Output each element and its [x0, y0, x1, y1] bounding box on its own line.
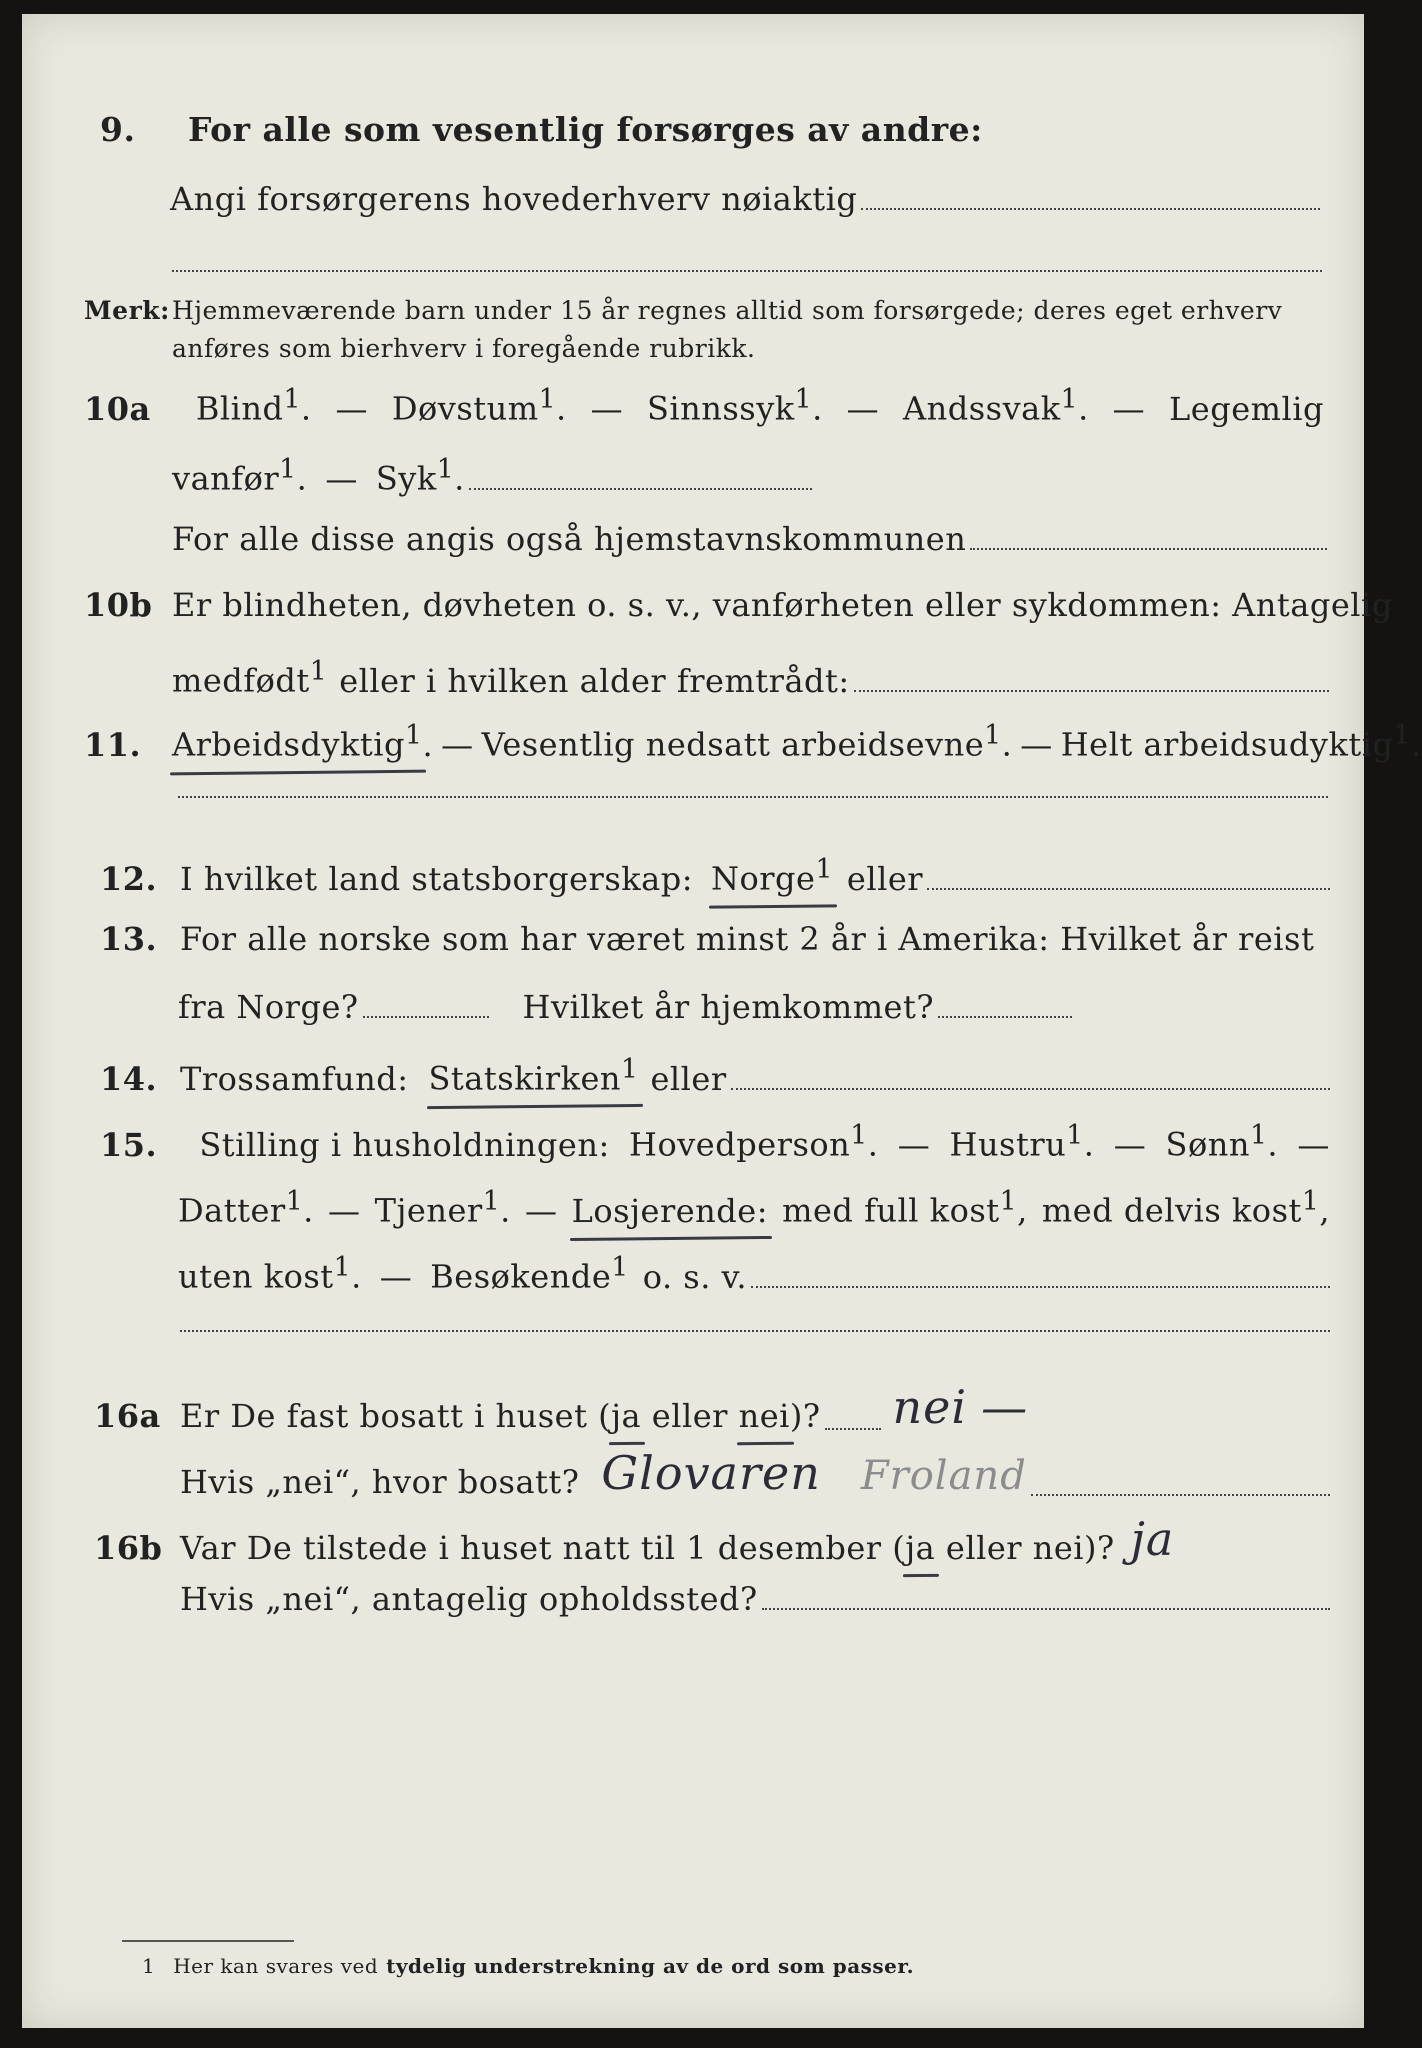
q13-line1 [100, 920, 1314, 958]
q16a-line2 [180, 1446, 1330, 1504]
q10a-hjemstavn-field[interactable] [970, 548, 1327, 550]
q15-uten-kost[interactable]: uten kost$^1$. [178, 1252, 362, 1296]
q15-line2 [178, 1186, 1330, 1230]
q9-hovederhverv-label: Angi forsørgerens hovederhverv nøiaktig [170, 180, 858, 218]
q10b-question: Er blindheten, døvheten o. s. v., vanførheten eller sykdommen: Antagelig [172, 586, 1393, 624]
q10a-number: 10a [84, 389, 151, 428]
q11-arbeidsdyktig[interactable]: Arbeidsdyktig$^1$ [172, 720, 423, 764]
dash: — [335, 389, 368, 428]
q15-losjerende[interactable]: Losjerende: [571, 1191, 768, 1230]
footnote-text-bold: tydelig understrekning av de ord som passer. [386, 1954, 915, 1978]
dash: — [524, 1191, 558, 1230]
q12-label: I hvilket land statsborgerskap: [180, 859, 693, 898]
q15-extra-line[interactable] [180, 1330, 1330, 1332]
dash: — [327, 1191, 361, 1230]
q10b-number: 10b [84, 586, 153, 624]
q15-hustru[interactable]: Hustru$^1$. [949, 1120, 1095, 1164]
q16b-line2 [180, 1580, 1330, 1618]
dash: — [846, 389, 880, 428]
dash: — [1020, 725, 1053, 764]
q9-number: 9. [100, 110, 136, 149]
merk-text2: anføres som bierhverv i foregående rubrikk. [172, 334, 756, 363]
dash: — [325, 459, 358, 498]
q16b-opholdssted-field[interactable] [762, 1608, 1330, 1610]
q12-number: 12. [100, 859, 158, 898]
q10a-sinnssyk[interactable]: Sinnssyk$^1$. [646, 384, 823, 428]
q15-hovedperson[interactable]: Hovedperson$^1$. [629, 1120, 879, 1164]
q16a-line1 [94, 1380, 1330, 1438]
q12-norge[interactable]: Norge$^1$ [710, 854, 833, 898]
merk-line1 [84, 296, 1282, 325]
q15-sonn[interactable]: Sønn$^1$. [1165, 1120, 1279, 1164]
q10a-vanfor[interactable]: vanfør$^1$. [172, 454, 308, 498]
dash: — [441, 725, 474, 764]
q11-extra-line[interactable] [178, 796, 1328, 798]
q14-statskirken[interactable]: Statskirken$^1$ [428, 1054, 639, 1098]
q10b-alder-field[interactable] [854, 690, 1329, 692]
q13-question: For alle norske som har været minst 2 år i Amerika: Hvilket år reist [180, 920, 1315, 958]
period: . [422, 725, 434, 764]
q12-line [100, 854, 1330, 898]
q16b-number: 16b [94, 1529, 163, 1567]
q16b-handwritten-answer: ja [1130, 1512, 1175, 1566]
q10b-line2 [172, 656, 1329, 700]
q15-field[interactable] [751, 1286, 1330, 1288]
dash: — [981, 1380, 1029, 1434]
q14-line [100, 1054, 1330, 1098]
q11-nedsatt[interactable]: Vesentlig nedsatt arbeidsevne$^1$. [481, 720, 1013, 764]
merk-line2 [172, 334, 755, 363]
q15-number: 15. [100, 1125, 158, 1164]
q10a-blind[interactable]: Blind$^1$. [195, 384, 312, 428]
q13-line2 [178, 988, 1072, 1026]
q10a-syk-field[interactable] [469, 488, 812, 490]
q13-hjem-field[interactable] [938, 1016, 1072, 1018]
q10a-line3 [172, 520, 1327, 558]
footnote-text: Her kan svares ved [173, 1954, 379, 1978]
census-form-page [22, 14, 1422, 2028]
dash: — [1297, 1125, 1330, 1164]
q15-osv: o. s. v. [642, 1257, 747, 1296]
q13-number: 13. [100, 920, 158, 958]
footnote-mark: 1 [142, 1954, 156, 1978]
footnote-rule [122, 1940, 294, 1942]
q15-line3 [178, 1252, 1330, 1296]
q13-fra-label: fra Norge? [178, 988, 359, 1026]
q11-line1 [84, 720, 1422, 764]
q13-fra-field[interactable] [363, 1016, 489, 1018]
q16a-number: 16a [94, 1397, 161, 1435]
q10a-line1 [84, 384, 1324, 428]
q10b-medfodt[interactable]: medfødt$^1$ [172, 656, 328, 700]
q12-other-country-field[interactable] [927, 888, 1330, 890]
q11-udyktig[interactable]: Helt arbeidsudyktig$^1$. [1060, 720, 1422, 764]
q10a-hjemstavn-label: For alle disse angis også hjemstavnskommunen [172, 520, 967, 558]
q16b-opholdssted-label: Hvis „nei“, antagelig opholdssted? [180, 1580, 758, 1618]
q16a-question: Er De fast bosatt i huset (ja eller nei)? [180, 1397, 821, 1435]
q15-tjener[interactable]: Tjener$^1$. [374, 1186, 511, 1230]
q15-line1 [100, 1120, 1330, 1164]
q13-hjem-label: Hvilket år hjemkommet? [522, 988, 934, 1026]
q9-line1 [100, 110, 983, 149]
q12-eller: eller [846, 859, 924, 898]
q15-label: Stilling i husholdningen: [199, 1125, 610, 1164]
merk-text1: Hjemmeværende barn under 15 år regnes alltid som forsørgede; deres eget erhverv [172, 296, 1283, 325]
q16a-handwritten-place-faint: Froland [860, 1453, 1027, 1499]
q16b-line1 [94, 1512, 1175, 1570]
q16a-answer-line[interactable] [825, 1428, 881, 1430]
q16a-handwritten-place: Glovaren [601, 1446, 821, 1500]
q10a-syk[interactable]: Syk$^1$. [375, 454, 465, 498]
merk-label: Merk: [84, 296, 170, 325]
dash: — [1113, 1125, 1147, 1164]
q9-line2 [170, 180, 1320, 218]
dash: — [590, 389, 624, 428]
q10a-dovstum[interactable]: Døvstum$^1$. [391, 384, 567, 428]
q16a-bosatt-label: Hvis „nei“, hvor bosatt? [180, 1463, 580, 1501]
q10a-legemlig[interactable]: Legemlig [1169, 389, 1324, 428]
q15-full-kost[interactable]: med full kost$^1$, [782, 1186, 1028, 1230]
q10a-line2 [172, 454, 812, 498]
q9-hovederhverv-field[interactable] [861, 208, 1320, 210]
q14-eller: eller [650, 1059, 727, 1098]
q9-extra-line[interactable] [172, 270, 1322, 272]
footnote [142, 1954, 914, 1978]
q10a-andssvak[interactable]: Andssvak$^1$. [903, 384, 1089, 428]
q15-besokende[interactable]: Besøkende$^1$ [430, 1252, 629, 1296]
dash: — [897, 1125, 931, 1164]
q14-other-field[interactable] [731, 1088, 1330, 1090]
dash: — [379, 1257, 413, 1296]
q16b-question: Var De tilstede i huset natt til 1 desember (ja eller nei)? [180, 1529, 1115, 1567]
dash: — [1112, 389, 1146, 428]
q16a-handwritten-answer: nei [892, 1380, 968, 1434]
q9-title: For alle som vesentlig forsørges av andre: [188, 110, 983, 149]
q14-label: Trossamfund: [180, 1059, 409, 1098]
q15-datter[interactable]: Datter$^1$. [178, 1186, 314, 1230]
q16a-bosatt-field[interactable] [1031, 1494, 1330, 1496]
q11-number: 11. [84, 725, 142, 764]
q10b-line1 [84, 586, 1393, 624]
q15-delvis-kost[interactable]: med delvis kost$^1$, [1041, 1186, 1330, 1230]
q10b-alder-label: eller i hvilken alder fremtrådt: [339, 661, 850, 700]
q14-number: 14. [100, 1059, 158, 1098]
